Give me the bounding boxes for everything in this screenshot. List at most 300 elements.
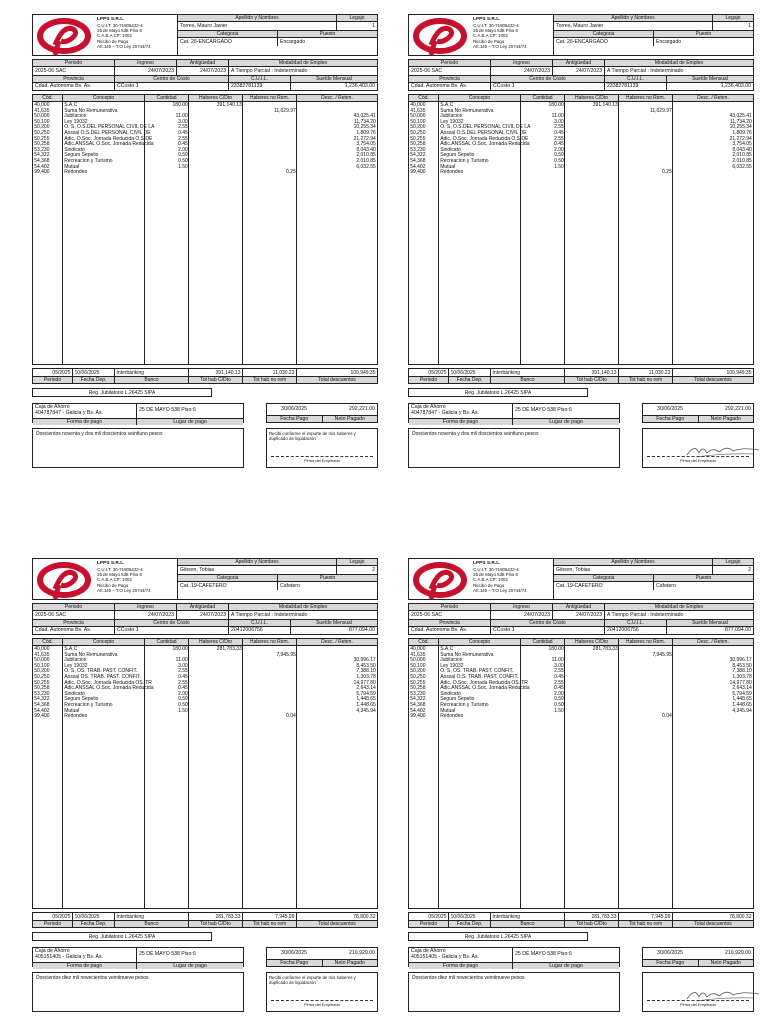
table-cell: 54,402: [34, 707, 50, 714]
label-fecha-pago: Fecha Pago: [643, 960, 699, 966]
table-cell: Ley 19032: [440, 118, 464, 125]
table-cell: 2,010.85: [356, 157, 376, 164]
table-cell: 3.00: [178, 118, 188, 125]
payslip: [408, 14, 754, 468]
sueldo-value: 1,236,403.00: [720, 83, 751, 89]
table-cell: 4,345.94: [356, 707, 376, 714]
total-periodo: 05/2025: [409, 369, 449, 376]
table-cell: 0.25: [286, 169, 296, 176]
employee-block: [553, 15, 753, 55]
table-cell: Adic. O.Soc. Jornada Reducida OS. TR: [440, 679, 528, 686]
total-banco: Interbanking: [115, 913, 189, 920]
table-cell: 54,402: [410, 707, 426, 714]
label-forma-pago: Forma de pago: [33, 419, 137, 425]
label-t-banco: Banco: [491, 921, 565, 927]
label-ingreso: Ingreso: [491, 60, 553, 67]
total-banco: Interbanking: [115, 369, 189, 376]
table-header: [409, 639, 753, 646]
label-apellido: Apellido y Nombres: [554, 15, 713, 22]
table-cell: 53,230: [410, 690, 426, 697]
table-cell: 40,000: [34, 102, 50, 108]
table-cell: 50,255: [410, 135, 426, 142]
table-cell: 0.50: [554, 157, 564, 164]
label-neto: Neto Pagado: [334, 960, 365, 966]
company-address: 25 de Mayo 538 Piso 6: [97, 28, 142, 34]
table-cell: 0.50: [178, 696, 188, 703]
table-cell: 1,809.76: [732, 129, 752, 136]
table-header: [33, 639, 377, 646]
employee-name: Torres, Mauro Javier: [554, 22, 713, 30]
label-t-banco: Banco: [491, 377, 565, 383]
reg-jubilatorio: Reg. Jubilatorio L.26425 SIPA: [408, 932, 588, 941]
table-cell: 8,453.50: [356, 662, 376, 669]
table-cell: Redondeo: [440, 169, 464, 176]
total-fecha-dep: 10/06/2025: [73, 369, 115, 376]
table-cell: 11.00: [175, 657, 188, 664]
table-cell: 50,250: [34, 129, 50, 136]
table-cell: 0.45: [178, 673, 188, 680]
label-neto: Neto Pagado: [334, 416, 365, 422]
total-periodo: 05/2025: [33, 369, 73, 376]
table-cell: 7,945.95: [276, 651, 296, 658]
table-cell: 391,140.13: [592, 102, 618, 108]
table-cell: 7,388.10: [732, 668, 752, 675]
total-banco: Interbanking: [491, 913, 565, 920]
label-t-fecha-dep: Fecha Dep.: [73, 377, 115, 383]
table-cell: 1.50: [554, 163, 564, 170]
label-antiguedad: Antigüedad: [553, 604, 605, 611]
ingreso-value: 24/07/2023: [115, 67, 177, 75]
table-cell: 11.00: [175, 113, 188, 120]
table-row: [33, 714, 377, 720]
label-legajo: Legajo: [713, 559, 753, 566]
fecha-pago-value: 30/06/2025: [657, 949, 683, 956]
table-cell: Redondeo: [64, 169, 88, 176]
label-lugar-pago: Lugar de pago: [173, 962, 207, 969]
table-cell: 2.55: [178, 135, 188, 142]
label-categoria: Categoria: [554, 31, 654, 38]
net-pay-box: [642, 403, 754, 423]
totals-labels: [408, 921, 754, 928]
table-cell: Sindicato: [64, 690, 85, 697]
employee-name: Gibson, Tobias: [178, 566, 337, 574]
label-forma-pago: Forma de pago: [409, 419, 513, 425]
label-neto: Neto Pagado: [710, 960, 741, 966]
table-cell: Suma No Remunerativa: [64, 651, 118, 658]
table-cell: 1.50: [554, 707, 564, 714]
company-logo-icon: [33, 15, 95, 57]
label-modalidad: Modalidad de Empleo: [605, 604, 753, 611]
ingreso-value: 24/07/2023: [491, 611, 553, 619]
concepts-table: [408, 94, 754, 365]
table-cell: 99,400: [410, 169, 426, 176]
table-cell: 7,945.95: [652, 651, 672, 658]
label-modalidad: Modalidad de Empleo: [229, 60, 377, 67]
table-cell: 54,322: [34, 152, 50, 159]
centro-value: CCosto 1: [115, 82, 229, 90]
company-law: Art.140 – T.O Ley 20744/74: [97, 43, 151, 49]
label-periodo: Periodo: [33, 60, 115, 67]
payment-block: [408, 403, 754, 423]
modalidad-value: A Tiempo Parcial : Indeterminado: [607, 612, 684, 618]
table-cell: Anssal O.S.DEL PERSONAL CIVIL DE: [440, 129, 527, 136]
table-cell: 2.55: [178, 679, 188, 686]
col-cod: Cód.: [409, 95, 439, 101]
label-t-tot-hab-nr: Tot hab no rem: [619, 921, 673, 927]
sueldo-value: 877,094.00: [349, 627, 375, 633]
label-t-tot-desc: Total descuentos: [318, 921, 356, 927]
company-address: 25 de Mayo 538 Piso 6: [97, 572, 142, 578]
firma-label: Firma del Empleado: [680, 1002, 716, 1008]
lugar-pago-value: 25 DE MAYO 538 Piso:6: [515, 406, 572, 413]
label-t-tot-hab: Tot hab C/Dto: [189, 921, 243, 927]
company-info: [95, 559, 177, 599]
table-cell: 0.45: [178, 141, 188, 148]
employee-block: [553, 559, 753, 599]
table-cell: 14,977.80: [729, 679, 752, 686]
fecha-pago-value: 30/06/2025: [281, 949, 307, 956]
col-desc: Desc. / Reten.: [697, 95, 729, 101]
table-cell: 40,000: [410, 646, 426, 652]
amount-in-words: Doscientos diez mil novecientos veintinueve pesos: [32, 972, 244, 1012]
table-row: [409, 170, 753, 176]
label-lugar-pago: Lugar de pago: [173, 418, 207, 425]
table-cell: Ley 19032: [64, 662, 88, 669]
table-cell: 54,368: [34, 157, 50, 164]
period-block: [408, 603, 754, 635]
label-fecha-pago: Fecha Pago: [643, 416, 699, 422]
company-name: LPPS S.R.L.: [97, 17, 125, 22]
table-cell: Recreacion y Turismo: [64, 157, 113, 164]
table-body: [33, 647, 377, 720]
table-cell: 281,783.33: [216, 646, 242, 652]
col-haberes-c: Haberes C/Dto: [189, 639, 243, 645]
payment-method-box: [408, 403, 620, 423]
table-cell: O. S. OS. TRAB. PAST. CONFIT.: [440, 668, 514, 675]
col-cantidad: Cantidad: [521, 639, 565, 645]
period-block: [32, 603, 378, 635]
table-cell: 2.00: [554, 690, 564, 697]
table-cell: 11.00: [551, 657, 564, 664]
slip-header: [32, 558, 378, 600]
table-cell: Adic. O.Soc. Jornada Reducida O.S.DE: [440, 135, 529, 142]
table-cell: 3.00: [554, 662, 564, 669]
payment-block: [32, 947, 378, 967]
label-ingreso: Ingreso: [115, 604, 177, 611]
forma-pago-value: Caja de Ahorro: [411, 404, 446, 410]
table-cell: 41,635: [410, 651, 426, 658]
company-cuit: C.U.I.T. 30-71906422-4: [473, 566, 519, 572]
table-cell: 3,754.05: [356, 141, 376, 148]
table-cell: 0.25: [662, 169, 672, 176]
label-categoria: Categoria: [178, 575, 278, 582]
totals-labels: [32, 921, 378, 928]
label-provincia: Provincia: [33, 620, 115, 627]
label-t-tot-hab: Tot hab C/Dto: [189, 377, 243, 383]
company-doc-type: Recibo de Pago: [97, 38, 129, 44]
table-cell: 11.00: [551, 113, 564, 120]
col-haberes-n: Haberes no Rem.: [619, 639, 673, 645]
table-cell: 50,100: [410, 662, 426, 669]
table-cell: 41,635: [410, 107, 426, 114]
table-cell: Recreacion y Turismo: [440, 701, 489, 708]
label-lugar-pago: Lugar de pago: [549, 418, 583, 425]
table-cell: 0.50: [554, 152, 564, 159]
table-cell: Adic. O.Soc. Jornada Reducida OS. TR: [64, 679, 152, 686]
antiguedad-value: 24/07/2023: [177, 611, 229, 619]
table-cell: 99,400: [410, 713, 426, 720]
table-cell: 11,734.20: [353, 118, 376, 125]
neto-value: 210,929.00: [349, 949, 375, 956]
table-cell: 1,303.78: [356, 673, 376, 680]
total-no-rem: 11,030.22: [619, 369, 673, 376]
employee-name: Torres, Mauro Javier: [178, 22, 337, 30]
table-cell: 41,635: [34, 107, 50, 114]
lugar-pago-value: 25 DE MAYO 538 Piso:6: [515, 950, 572, 957]
label-t-periodo: Periodo: [33, 377, 73, 383]
total-haberes: 391,140.13: [565, 369, 619, 376]
table-cell: 50,258: [34, 685, 50, 692]
periodo-value: 2025-06 SAC: [33, 67, 115, 75]
employee-categoria: Cat. 19-CAFETERO: [554, 582, 654, 590]
table-header: [409, 95, 753, 102]
company-doc-type: Recibo de Pago: [97, 582, 129, 588]
col-concepto: Concepto: [439, 639, 521, 645]
forma-pago-value: Caja de Ahorro: [35, 948, 70, 954]
table-cell: 14,977.80: [353, 679, 376, 686]
label-t-tot-desc: Total descuentos: [318, 377, 356, 383]
table-cell: 5,794.59: [356, 690, 376, 697]
table-cell: 1,448.65: [356, 696, 376, 703]
table-cell: 53,230: [410, 146, 426, 153]
table-cell: 54,322: [410, 696, 426, 703]
provincia-value: Cdad. Autonoma Bs. As.: [409, 626, 491, 634]
table-cell: 180.00: [172, 102, 188, 108]
totals-row: [408, 912, 754, 921]
table-cell: Adic. O.Soc. Jornada Reducida O.S.DE: [64, 135, 153, 142]
totals-labels: [32, 377, 378, 384]
firma-label: Firma del Empleado: [680, 458, 716, 464]
table-cell: Jubilacion: [440, 657, 463, 664]
reg-jubilatorio: Reg. Jubilatorio L.26425 SIPA: [32, 932, 212, 941]
company-law: Art.140 – T.O Ley 20744/74: [473, 587, 527, 593]
label-centro: Centro de Costo: [115, 76, 229, 83]
periodo-value: 2025-06 SAC: [33, 611, 115, 619]
cuil-value: 20412006756: [605, 626, 667, 634]
company-city: C.A.B.A CP: 1002: [473, 33, 508, 39]
slip-header: [32, 14, 378, 56]
table-cell: 2.00: [178, 690, 188, 697]
modalidad-value: A Tiempo Parcial : Indeterminado: [231, 612, 308, 618]
table-cell: [297, 714, 377, 720]
company-logo-icon: [409, 15, 471, 57]
col-concepto: Concepto: [63, 95, 145, 101]
antiguedad-value: 24/07/2023: [177, 67, 229, 75]
table-cell: 2,643.14: [732, 685, 752, 692]
table-cell: O. S. O.S.DEL PERSONAL CIVIL DE LA: [64, 124, 155, 131]
label-sueldo: Sueldo Mensual: [291, 620, 377, 627]
slip-header: [408, 558, 754, 600]
employee-categoria: Cat. 26-ENCARGADO: [178, 38, 278, 46]
table-cell: Adic.ANSSAL O.Soc. Jornada Reducida: [64, 685, 154, 692]
table-cell: 50,200: [34, 124, 50, 131]
table-cell: 50,258: [34, 141, 50, 148]
label-puesto: Puesto: [654, 575, 753, 582]
label-lugar-pago: Lugar de pago: [549, 962, 583, 969]
label-sueldo: Sueldo Mensual: [667, 76, 753, 83]
employee-legajo: 1: [748, 23, 751, 29]
cuenta-value: 405151405 - Galicia y Bs. As.: [35, 953, 104, 960]
company-logo-icon: [33, 559, 95, 601]
table-cell: [297, 170, 377, 176]
total-banco: Interbanking: [491, 369, 565, 376]
table-cell: 2.55: [554, 668, 564, 675]
concepts-table: [32, 638, 378, 909]
table-cell: 2.55: [178, 668, 188, 675]
total-fecha-dep: 10/06/2025: [449, 369, 491, 376]
table-cell: 50,250: [410, 673, 426, 680]
col-cantidad: Cantidad: [145, 95, 189, 101]
table-cell: 281,783.33: [592, 646, 618, 652]
table-cell: Suma No Remunerativa: [440, 651, 494, 658]
table-cell: O. S. O.S.DEL PERSONAL CIVIL DE LA: [440, 124, 531, 131]
table-cell: 1,448.65: [732, 696, 752, 703]
total-haberes: 281,783.33: [565, 913, 619, 920]
lugar-pago-value: 25 DE MAYO 538 Piso:6: [139, 406, 196, 413]
table-cell: S.A.C: [440, 646, 454, 652]
table-cell: [565, 714, 619, 720]
label-antiguedad: Antigüedad: [553, 60, 605, 67]
label-cuil: C.U.I.L.: [229, 76, 291, 83]
label-t-periodo: Periodo: [33, 921, 73, 927]
table-cell: 2.55: [554, 124, 564, 131]
table-header: [33, 95, 377, 102]
centro-value: CCosto 1: [491, 626, 605, 634]
label-cuil: C.U.I.L.: [605, 76, 667, 83]
table-cell: 54,322: [410, 152, 426, 159]
table-cell: S.A.C: [64, 646, 78, 652]
signature-box: [266, 428, 378, 468]
table-cell: Redondeo: [64, 713, 88, 720]
employee-categoria: Cat. 19-CAFETERO: [178, 582, 278, 590]
label-cuil: C.U.I.L.: [229, 620, 291, 627]
label-apellido: Apellido y Nombres: [178, 15, 337, 22]
table-body: [33, 103, 377, 176]
table-cell: Recreacion y Turismo: [440, 157, 489, 164]
table-cell: Jubilacion: [64, 657, 87, 664]
centro-value: CCosto 1: [115, 626, 229, 634]
table-cell: 50,200: [410, 668, 426, 675]
label-ingreso: Ingreso: [491, 604, 553, 611]
table-cell: Sindicato: [440, 690, 461, 697]
label-t-tot-hab: Tot hab C/Dto: [565, 377, 619, 383]
table-cell: Mutual: [64, 707, 80, 714]
table-cell: 54,322: [34, 696, 50, 703]
table-cell: 8,043.40: [732, 146, 752, 153]
table-cell: O. S. OS. TRAB. PAST. CONFIT.: [64, 668, 138, 675]
label-antiguedad: Antigüedad: [177, 60, 229, 67]
total-descuentos: 109,949.35: [350, 370, 376, 376]
table-cell: S.A.C: [440, 102, 454, 108]
table-cell: 99,400: [34, 713, 50, 720]
label-sueldo: Sueldo Mensual: [291, 76, 377, 83]
col-concepto: Concepto: [439, 95, 521, 101]
label-sueldo: Sueldo Mensual: [667, 620, 753, 627]
table-cell: 50,250: [34, 673, 50, 680]
label-apellido: Apellido y Nombres: [554, 559, 713, 566]
table-cell: 0.45: [554, 673, 564, 680]
antiguedad-value: 24/07/2023: [553, 611, 605, 619]
label-legajo: Legajo: [337, 15, 377, 22]
table-cell: 1.50: [178, 707, 188, 714]
payslip: [32, 14, 378, 468]
table-cell: 2,010.85: [732, 152, 752, 159]
signature-block: [32, 972, 378, 1012]
amount-in-words: Doscientos noventa y dos mil doscientos veintiuno pesos: [408, 428, 620, 468]
firma-label: Firma del Empleado: [304, 458, 340, 464]
label-antiguedad: Antigüedad: [177, 604, 229, 611]
table-cell: 0.45: [554, 685, 564, 692]
firma-label: Firma del Empleado: [304, 1002, 340, 1008]
employee-block: [177, 15, 377, 55]
table-cell: 2,010.85: [356, 152, 376, 159]
label-t-fecha-dep: Fecha Dep.: [449, 921, 491, 927]
cuenta-value: 404787847 - Galicia y Bs. As.: [411, 409, 480, 416]
employee-puesto: Encargado: [656, 39, 682, 45]
employee-legajo: 2: [372, 567, 375, 573]
col-cod: Cód.: [409, 639, 439, 645]
neto-value: 210,929.00: [725, 949, 751, 956]
company-cuit: C.U.I.T. 30-71906422-4: [97, 566, 143, 572]
col-concepto: Concepto: [63, 639, 145, 645]
totals-labels: [408, 377, 754, 384]
total-no-rem: 7,945.99: [619, 913, 673, 920]
totals-row: [408, 368, 754, 377]
signature-block: [408, 972, 754, 1012]
signature-box: [266, 972, 378, 1012]
provincia-value: Cdad. Autonoma Bs. As.: [409, 82, 491, 90]
employee-puesto: Encargado: [280, 39, 306, 45]
table-cell: 1,303.78: [732, 673, 752, 680]
cuil-value: 23382781139: [605, 82, 667, 90]
label-centro: Centro de Costo: [115, 620, 229, 627]
total-haberes: 281,783.33: [189, 913, 243, 920]
payment-method-box: [32, 947, 244, 967]
table-cell: Suma No Remunerativa: [440, 107, 494, 114]
employee-legajo: 2: [748, 567, 751, 573]
table-cell: Anssal O.S. TRAB. PAST. CONFIT.: [440, 673, 519, 680]
table-cell: 50,100: [410, 118, 426, 125]
table-cell: 2,643.14: [356, 685, 376, 692]
table-cell: 50,100: [34, 118, 50, 125]
col-haberes-n: Haberes no Rem.: [619, 95, 673, 101]
ingreso-value: 24/07/2023: [491, 67, 553, 75]
label-categoria: Categoria: [554, 575, 654, 582]
col-haberes-c: Haberes C/Dto: [565, 639, 619, 645]
table-cell: 10,255.34: [729, 124, 752, 131]
employee-categoria: Cat. 26-ENCARGADO: [554, 38, 654, 46]
neto-value: 292,221.00: [725, 405, 751, 412]
table-cell: 54,368: [34, 701, 50, 708]
col-cod: Cód.: [33, 639, 63, 645]
label-modalidad: Modalidad de Empleo: [229, 604, 377, 611]
table-cell: Sindicato: [440, 146, 461, 153]
net-pay-box: [266, 403, 378, 423]
table-cell: [673, 714, 753, 720]
total-descuentos: 109,949.35: [726, 370, 752, 376]
antiguedad-value: 24/07/2023: [553, 67, 605, 75]
label-legajo: Legajo: [337, 559, 377, 566]
